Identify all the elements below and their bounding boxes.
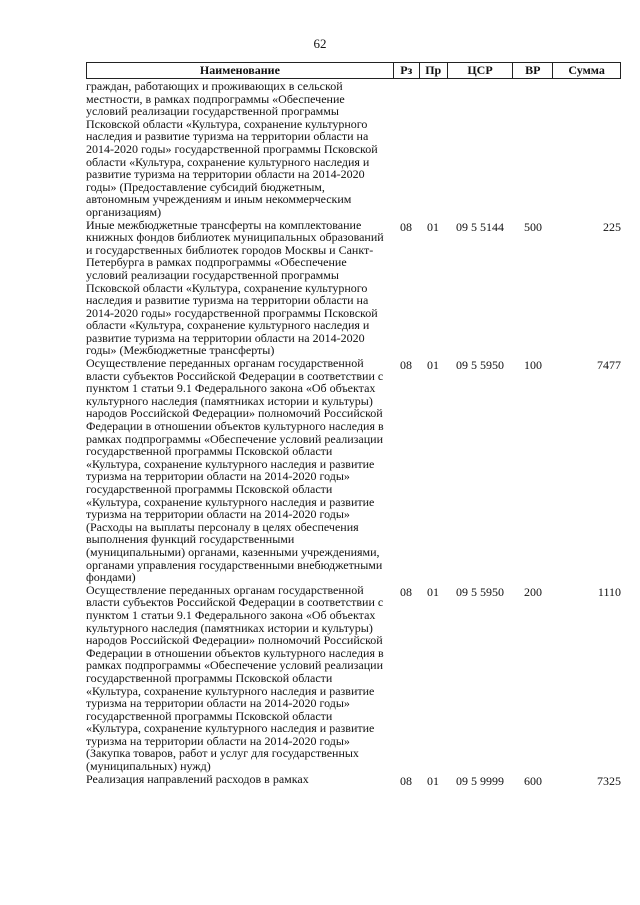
row-csr: 09 5 5950 [456, 584, 504, 599]
row-sum: 7477 [597, 358, 621, 373]
header-vr: ВР [512, 63, 552, 78]
row-vr: 600 [524, 773, 542, 788]
row-vr [513, 80, 553, 219]
row-vr: 100 [524, 358, 542, 373]
row-rz [393, 80, 419, 219]
table-row [86, 79, 621, 219]
row-rz: 08 [400, 358, 412, 373]
header-name: Наименование [199, 63, 280, 77]
row-csr: 09 5 9999 [456, 773, 504, 788]
row-pr: 01 [427, 358, 439, 373]
row-pr: 01 [427, 584, 439, 599]
row-csr [447, 80, 513, 219]
row-pr: 01 [427, 219, 439, 234]
table-header [86, 62, 621, 79]
table-row [86, 357, 621, 584]
row-name: Реализация направлений расходов в рамках [86, 771, 309, 786]
row-rz: 08 [400, 584, 412, 599]
row-pr: 01 [427, 773, 439, 788]
row-name: Иные межбюджетные трансферты на комплектование книжных фондов библиотек муниципальных образований и государственных библиотек городов Москвы и Санкт- Петербурга в рамках подпрограммы «Обеспечение условий реализации государственной программы Псковской области «Культура, сохранение культурного наследия и развитие туризма на территории области на 2014-2020 годы» государственной программы Псковской области «Культура, сохранение культурного наследия и развитие туризма на территории области на 2014-2020 годы» (Межбюджетные трансферты) [86, 217, 384, 358]
row-rz: 08 [400, 219, 412, 234]
header-sum: Сумма [552, 63, 620, 78]
row-name: граждан, работающих и проживающих в сельской местности, в рамках подпрограммы «Обеспечение условий реализации государственной программы Псковской области «Культура, сохранение культурного наследия и развитие туризма на территории области на 2014-2020 годы» государственной программы Псковской области «Культура, сохранение культурного наследия и развитие туризма на территории области на 2014-2020 годы» (Предоставление субсидий бюджетным, автономным учреждениям и иным некоммерческим организациям) [86, 79, 378, 219]
row-sum: 1110 [597, 584, 621, 599]
row-sum [553, 80, 621, 219]
row-rz: 08 [400, 773, 412, 788]
header-csr: ЦСР [447, 63, 513, 78]
row-sum: 7325 [597, 773, 621, 788]
page-number: 62 [313, 36, 327, 51]
row-vr: 200 [524, 584, 542, 599]
row-name: Осуществление переданных органам государственной власти субъектов Российской Федерации в соответствии с пунктом 1 статьи 9.1 Федерального закона «Об объектах культурного наследия (памятниках истории и культуры) народов Российской Федерации» полномочий Российской Федерации в отношении объектов культурного наследия в рамках подпрограммы «Обеспечение условий реализации государственной программы Псковской области «Культура, сохранение культурного наследия и развитие туризма на территории области на 2014-2020 годы» государственной программы Псковской области «Культура, сохранение культурного наследия и развитие туризма на территории области на 2014-2020 годы» (Расходы на выплаты персоналу в целях обеспечения выполнения функций государственными (муниципальными) органами, казенными учреждениями, органами управления государственными внебюджетными фондами) [86, 356, 384, 585]
row-vr: 500 [524, 219, 542, 234]
budget-table [86, 62, 621, 787]
header-pr: Пр [419, 63, 447, 78]
row-csr: 09 5 5950 [456, 358, 504, 373]
table-row [86, 219, 621, 358]
row-sum: 225 [603, 219, 621, 234]
header-rz: Рз [393, 63, 419, 78]
row-csr: 09 5 5144 [456, 219, 504, 234]
table-row [86, 584, 621, 773]
row-name: Осуществление переданных органам государственной власти субъектов Российской Федерации в соответствии с пунктом 1 статьи 9.1 Федерального закона «Об объектах культурного наследия (памятниках истории и культуры) народов Российской Федерации» полномочий Российской Федерации в отношении объектов культурного наследия в рамках подпрограммы «Обеспечение условий реализации государственной программы Псковской области «Культура, сохранение культурного наследия и развитие туризма на территории области на 2014-2020 годы» государственной программы Псковской области «Культура, сохранение культурного наследия и развитие туризма на территории области на 2014-2020 годы» (Закупка товаров, работ и услуг для государственных (муниципальных) нужд) [86, 582, 384, 774]
row-pr [419, 80, 447, 219]
table-row [86, 773, 621, 788]
